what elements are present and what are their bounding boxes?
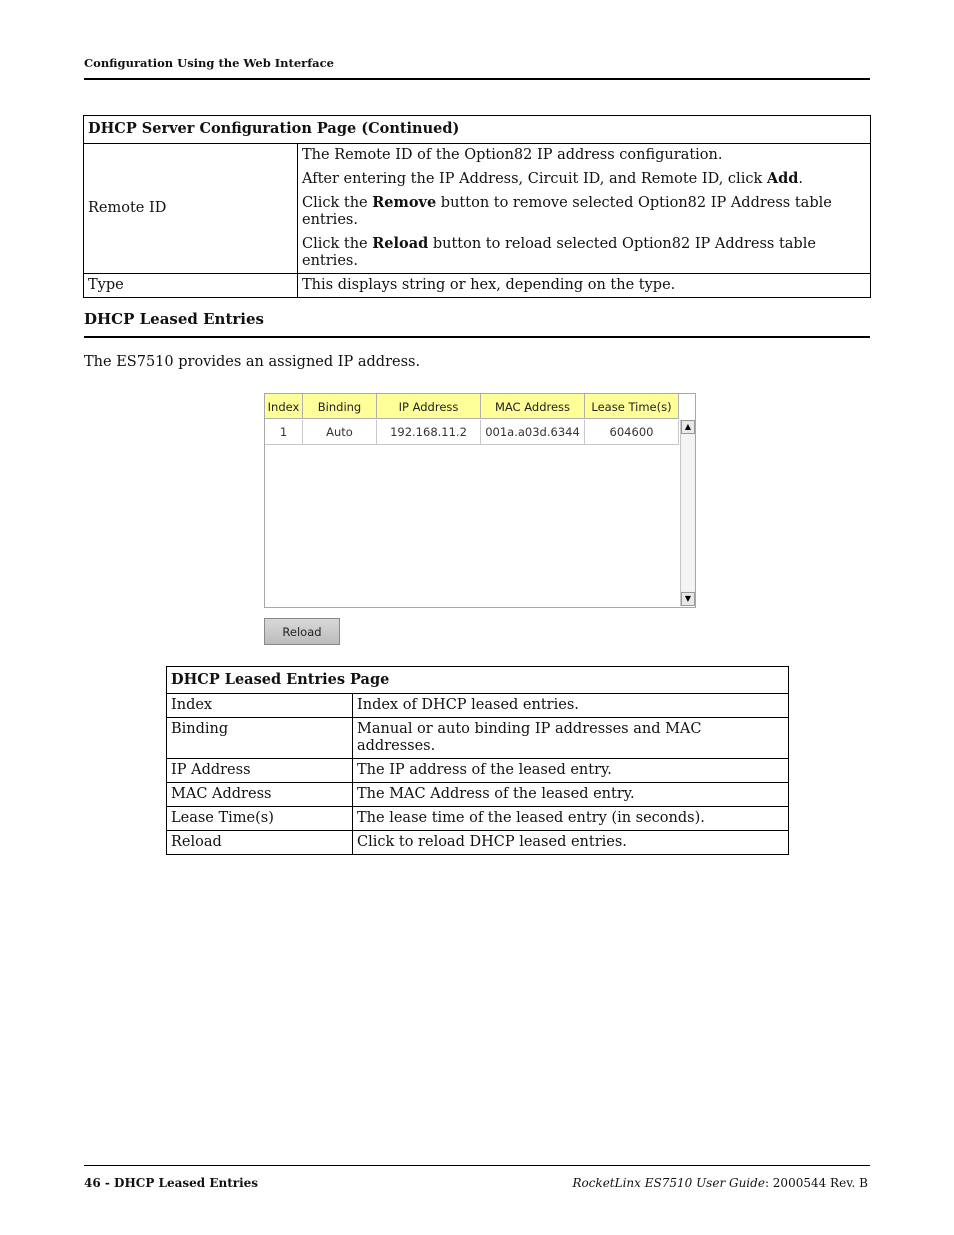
cell-mac-address: 001a.a03d.6344 <box>481 420 585 445</box>
leased-entries-table-widget <box>264 393 696 608</box>
scroll-up-icon[interactable]: ▲ <box>681 420 695 434</box>
row-description: The IP address of the leased entry. <box>353 759 789 783</box>
row-label: Index <box>167 694 353 718</box>
row-description <box>298 144 871 274</box>
row-label: Reload <box>167 831 353 855</box>
row-description: This displays string or hex, depending on the type. <box>298 274 871 298</box>
table-row <box>84 274 871 298</box>
row-description: Index of DHCP leased entries. <box>353 694 789 718</box>
table-row <box>167 759 789 783</box>
desc-line: Click the Remove button to remove selected Option82 IP Address table entries. <box>302 194 832 228</box>
row-label: MAC Address <box>167 783 353 807</box>
col-header-lease-time[interactable]: Lease Time(s) <box>585 394 679 419</box>
table-row[interactable] <box>265 420 679 445</box>
add-keyword: Add <box>766 170 799 187</box>
running-header: Configuration Using the Web Interface <box>84 56 334 70</box>
dhcp-leased-entries-table <box>166 666 789 855</box>
remove-keyword: Remove <box>372 194 437 211</box>
table-row <box>84 144 871 274</box>
cell-ip-address: 192.168.11.2 <box>377 420 481 445</box>
footer-page-label: 46 - DHCP Leased Entries <box>84 1176 259 1190</box>
table-title: DHCP Server Configuration Page (Continued) <box>84 116 871 144</box>
row-description: The MAC Address of the leased entry. <box>353 783 789 807</box>
col-header-binding[interactable]: Binding <box>303 394 377 419</box>
dhcp-server-config-table <box>83 115 871 298</box>
table-title: DHCP Leased Entries Page <box>167 667 789 694</box>
row-description: The lease time of the leased entry (in seconds). <box>353 807 789 831</box>
row-description: Click to reload DHCP leased entries. <box>353 831 789 855</box>
table-header <box>265 394 679 419</box>
row-description: Manual or auto binding IP addresses and MAC addresses. <box>353 718 789 759</box>
section-rule <box>84 336 870 338</box>
header-rule <box>84 78 870 80</box>
footer-product-title: RocketLinx ES7510 User Guide <box>572 1176 765 1190</box>
table-row <box>167 694 789 718</box>
footer-doc-info <box>572 1176 868 1190</box>
reload-button[interactable]: Reload <box>264 618 340 645</box>
table-row <box>167 831 789 855</box>
cell-lease-time: 604600 <box>585 420 679 445</box>
desc-line: The Remote ID of the Option82 IP address configuration. <box>302 147 723 163</box>
row-label: Type <box>84 274 298 298</box>
row-label: Remote ID <box>84 144 298 274</box>
cell-binding: Auto <box>303 420 377 445</box>
vertical-scrollbar[interactable] <box>680 420 695 606</box>
table-row <box>167 718 789 759</box>
desc-line: Click the Reload button to reload selected Option82 IP Address table entries. <box>302 235 816 269</box>
cell-index: 1 <box>265 420 303 445</box>
footer-doc-number: : 2000544 Rev. B <box>764 1176 868 1190</box>
section-title: DHCP Leased Entries <box>84 310 264 328</box>
table-row <box>167 783 789 807</box>
desc-line: After entering the IP Address, Circuit ID, and Remote ID, click Add. <box>302 170 803 187</box>
row-label: Lease Time(s) <box>167 807 353 831</box>
intro-paragraph: The ES7510 provides an assigned IP address. <box>84 354 421 370</box>
row-label: Binding <box>167 718 353 759</box>
scroll-down-icon[interactable]: ▼ <box>681 592 695 606</box>
table-row <box>167 807 789 831</box>
scrollbar-track[interactable] <box>682 435 694 590</box>
col-header-mac-address[interactable]: MAC Address <box>481 394 585 419</box>
reload-keyword: Reload <box>372 235 429 252</box>
row-label: IP Address <box>167 759 353 783</box>
footer-rule <box>84 1165 870 1166</box>
col-header-index[interactable]: Index <box>265 394 303 419</box>
col-header-ip-address[interactable]: IP Address <box>377 394 481 419</box>
